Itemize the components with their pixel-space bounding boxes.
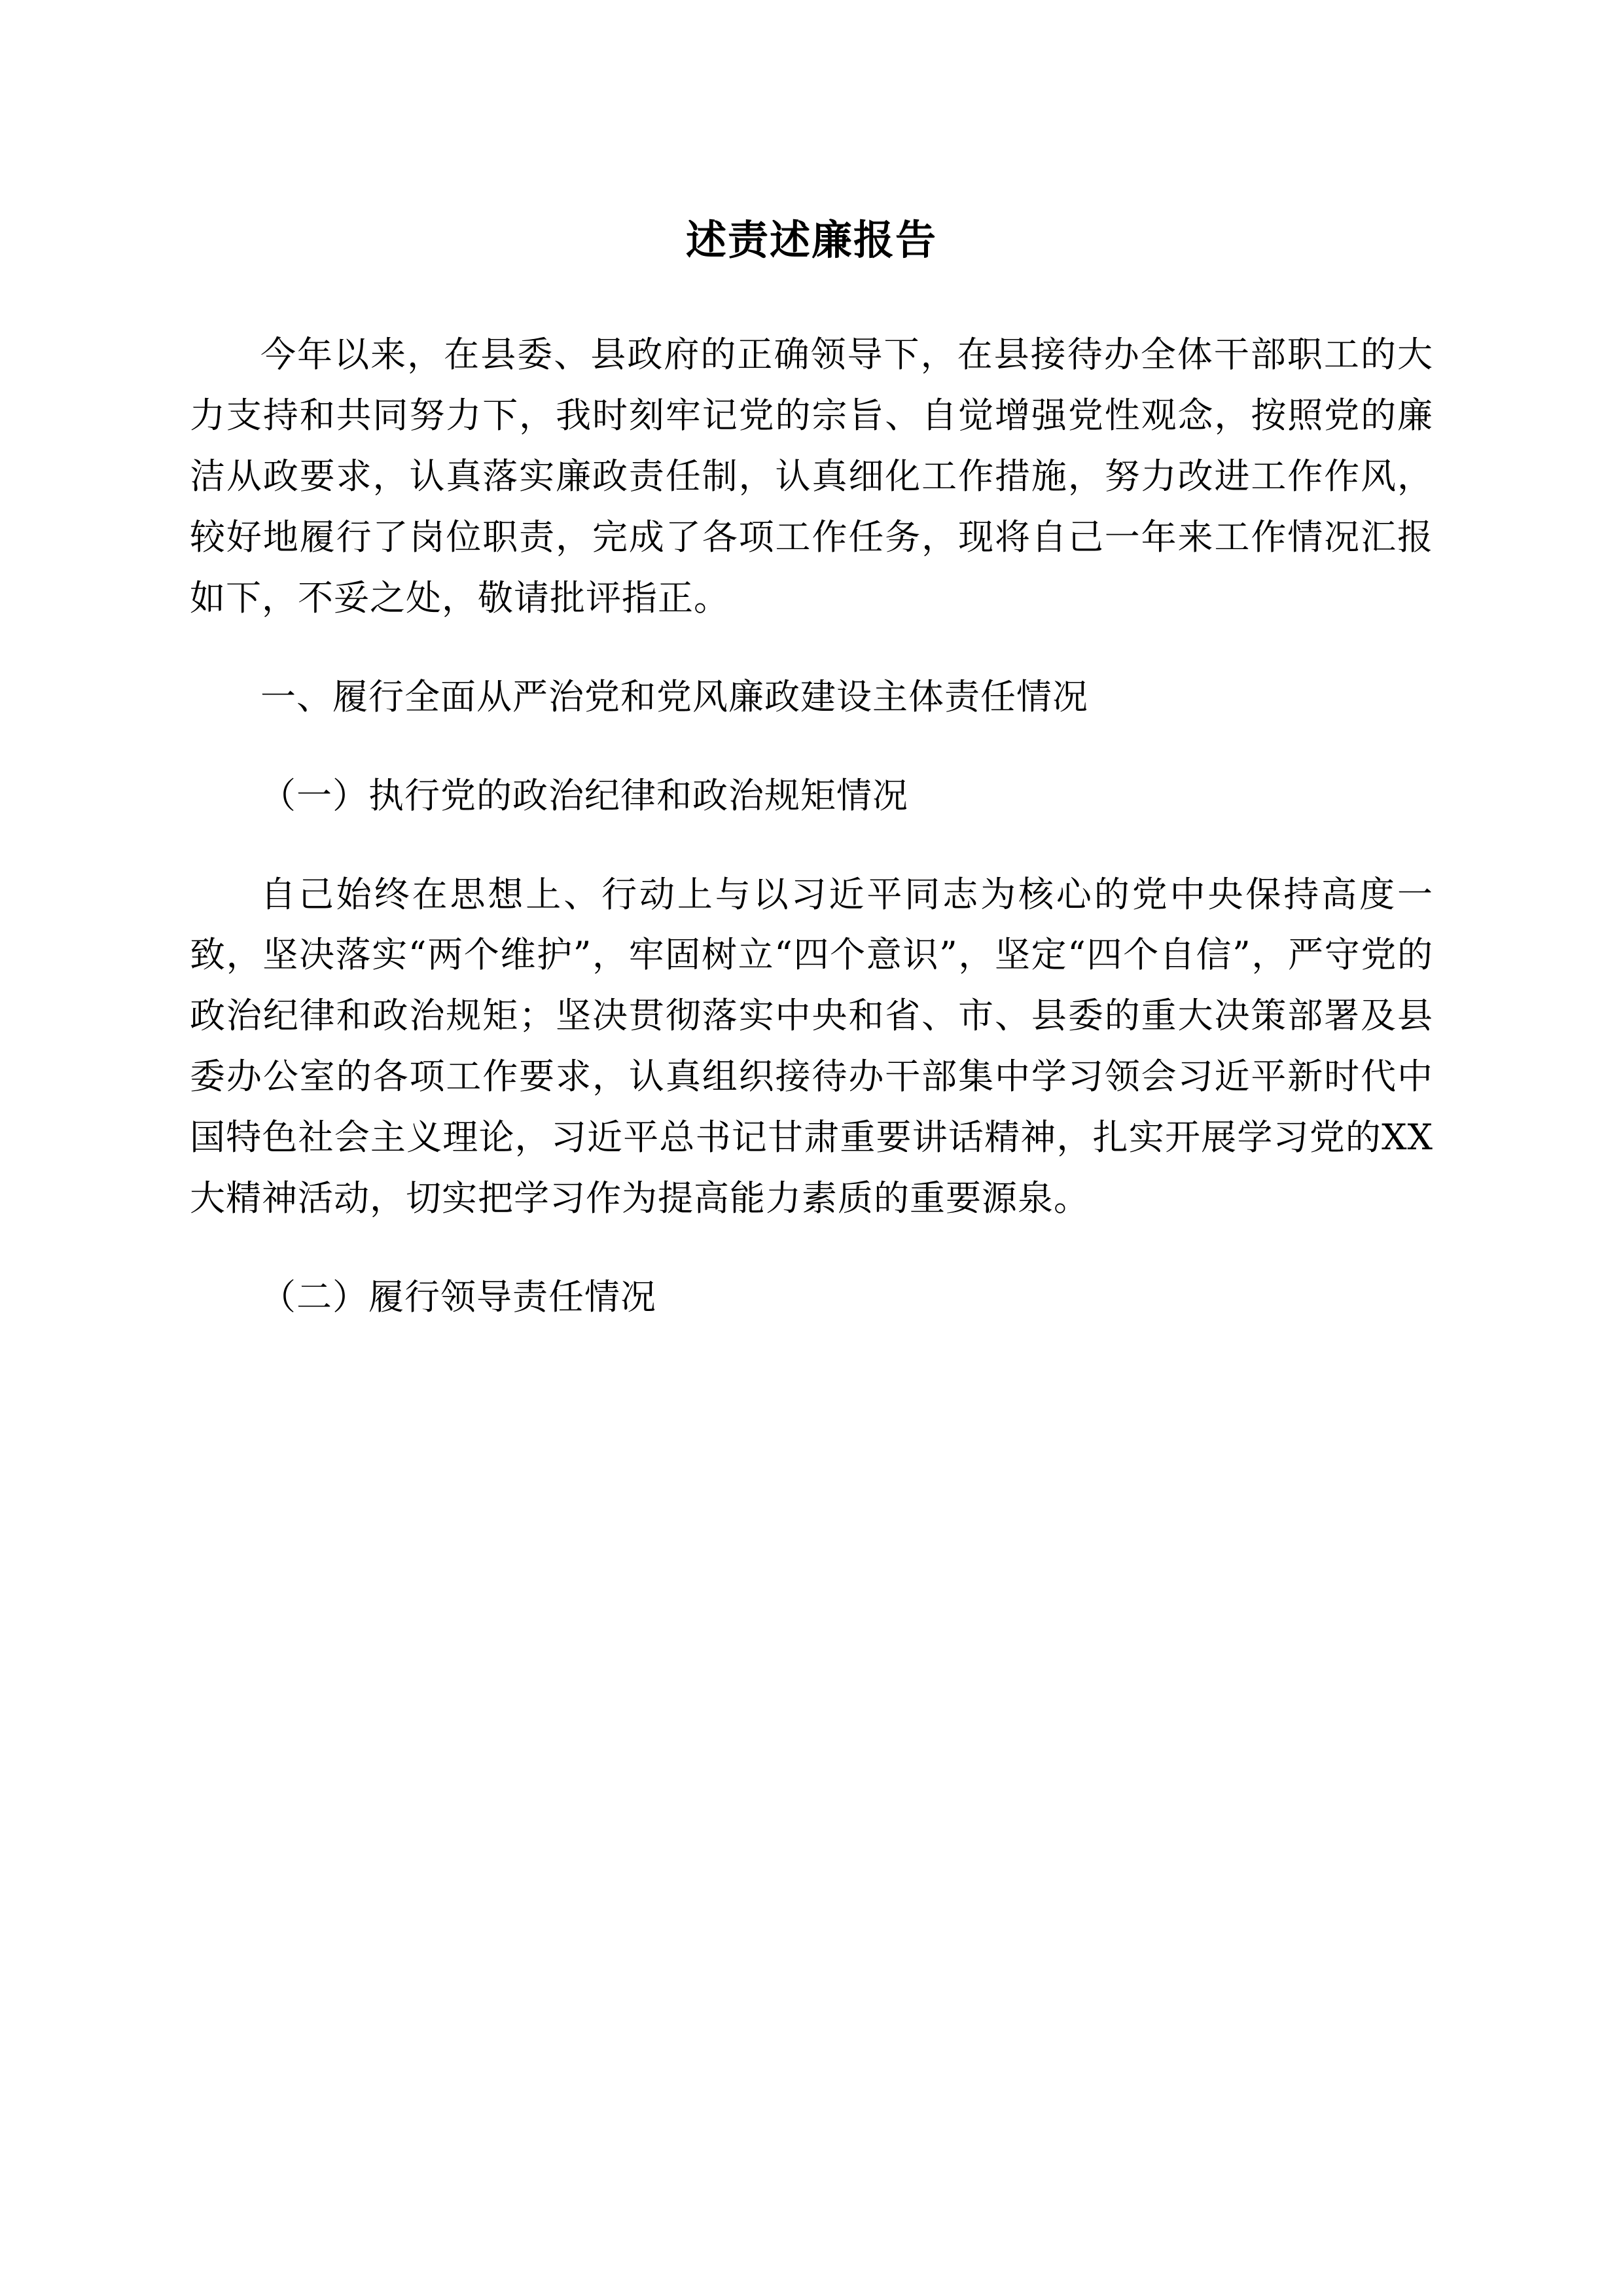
paragraph-intro: 今年以来，在县委、县政府的正确领导下，在县接待办全体干部职工的大力支持和共同努力下，我时刻牢记党的宗旨、自觉增强党性观念，按照党的廉洁从政要求，认真落实廉政责任制，认真细化工作措施，努力改进工作作风，较好地履行了岗位职责，完成了各项工作任务，现将自己一年来工作情况汇报如下，不妥之处，敬请批评指正。 — [190, 334, 1433, 619]
block-spacer — [190, 853, 1433, 865]
section-heading-one: 一、履行全面从严治党和党风廉政建设主体责任情况 — [260, 675, 1088, 717]
paragraph-political-discipline: 自己始终在思想上、行动上与以习近平同志为核心的党中央保持高度一致，坚决落实“两个维护”，牢固树立“四个意识”，坚定“四个自信”，严守党的政治纪律和政治规矩；坚决贯彻落实中央和省、市、县委的重大决策部署及县委办公室的各项工作要求，认真组织接待办干部集中学习领会习近平新时代中国特色社会主义理论，习近平总书记甘肃重要讲话精神，扎实开展学习党的XX大精神活动，切实把学习作为提高能力素质的重要源泉。 — [190, 873, 1433, 1219]
page-title: 述责述廉报告 — [685, 216, 937, 264]
subsection-heading-two: （二）履行领导责任情况 — [260, 1276, 656, 1318]
block-spacer — [190, 754, 1433, 766]
block-spacer — [190, 655, 1433, 667]
block-spacer — [190, 1255, 1433, 1267]
subsection-heading-one: （一）执行党的政治纪律和政治规矩情况 — [260, 774, 908, 816]
